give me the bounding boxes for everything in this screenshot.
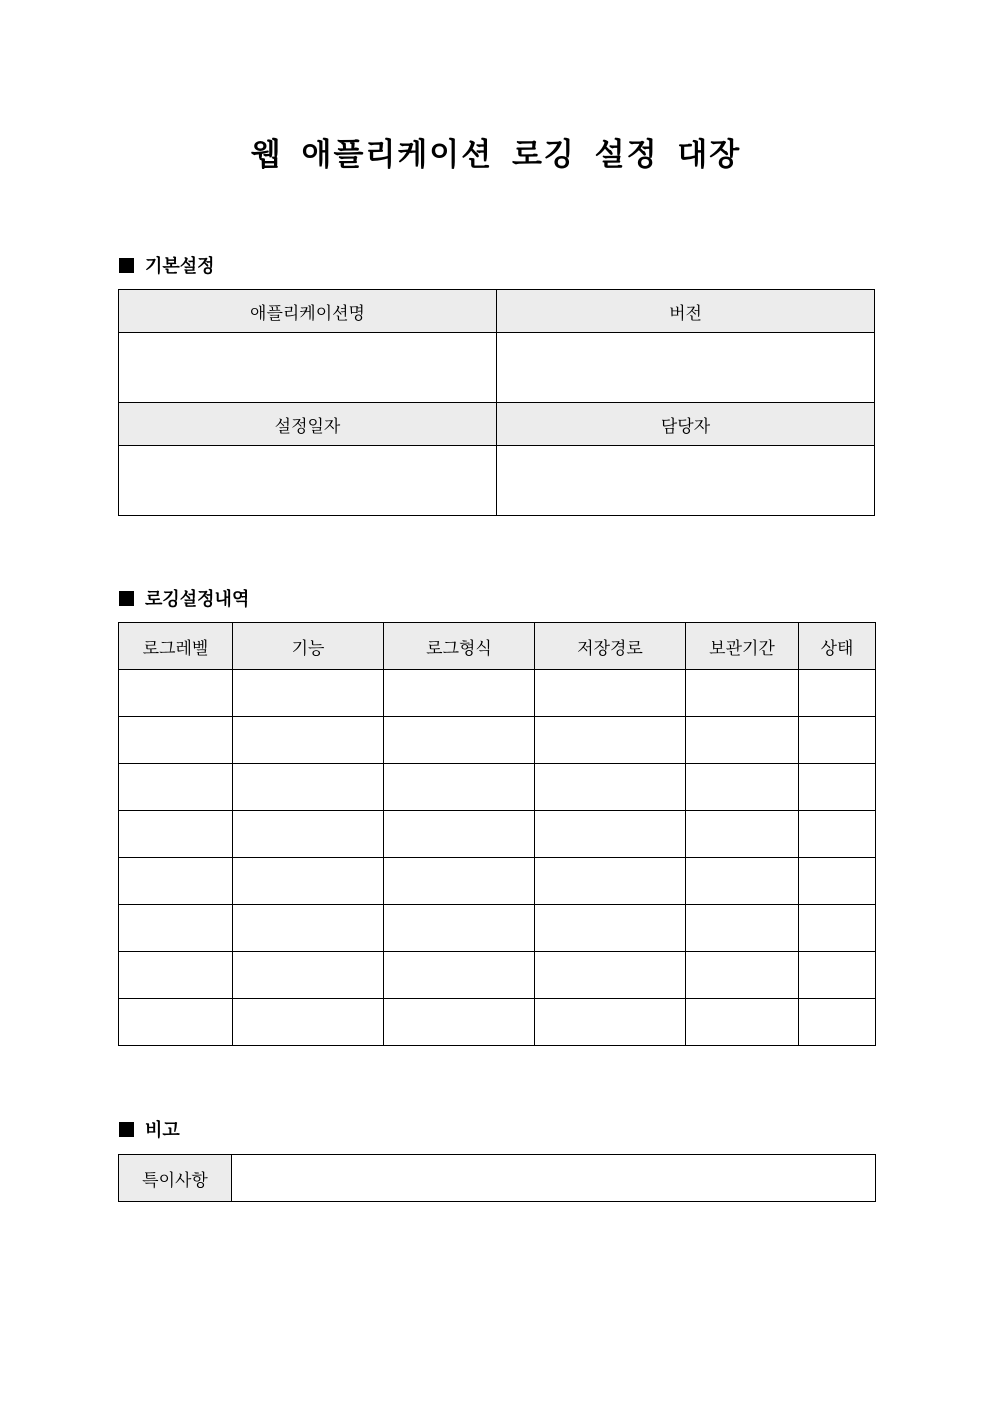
section-heading-label: 기본설정 <box>145 256 215 277</box>
function-cell[interactable] <box>233 717 384 764</box>
basic-settings-table <box>118 289 875 516</box>
log-level-cell[interactable] <box>119 952 233 999</box>
section-heading-label: 비고 <box>145 1120 180 1141</box>
storage-path-cell[interactable] <box>535 811 686 858</box>
application-name-field[interactable] <box>119 333 497 403</box>
version-label: 버전 <box>497 290 875 333</box>
log-format-cell[interactable] <box>384 670 535 717</box>
setting-date-field[interactable] <box>119 446 497 516</box>
table-header-row <box>119 623 876 670</box>
status-cell[interactable] <box>799 905 876 952</box>
column-header-retention-period: 보관기간 <box>686 623 799 670</box>
table-row <box>119 764 876 811</box>
log-level-cell[interactable] <box>119 858 233 905</box>
storage-path-cell[interactable] <box>535 717 686 764</box>
storage-path-cell[interactable] <box>535 999 686 1046</box>
square-bullet-icon <box>119 1122 134 1137</box>
storage-path-cell[interactable] <box>535 764 686 811</box>
manager-field[interactable] <box>497 446 875 516</box>
status-cell[interactable] <box>799 952 876 999</box>
log-level-cell[interactable] <box>119 905 233 952</box>
column-header-status: 상태 <box>799 623 876 670</box>
function-cell[interactable] <box>233 858 384 905</box>
section-heading-label: 로깅설정내역 <box>145 589 250 610</box>
column-header-log-format: 로그형식 <box>384 623 535 670</box>
table-row <box>119 290 875 333</box>
table-row <box>119 717 876 764</box>
function-cell[interactable] <box>233 670 384 717</box>
log-format-cell[interactable] <box>384 858 535 905</box>
column-header-storage-path: 저장경로 <box>535 623 686 670</box>
special-notes-label: 특이사항 <box>119 1155 232 1202</box>
column-header-log-level: 로그레벨 <box>119 623 233 670</box>
log-level-cell[interactable] <box>119 999 233 1046</box>
table-row <box>119 670 876 717</box>
log-format-cell[interactable] <box>384 999 535 1046</box>
log-format-cell[interactable] <box>384 811 535 858</box>
table-row <box>119 858 876 905</box>
table-row <box>119 999 876 1046</box>
status-cell[interactable] <box>799 670 876 717</box>
storage-path-cell[interactable] <box>535 858 686 905</box>
remarks-table <box>118 1154 876 1202</box>
function-cell[interactable] <box>233 905 384 952</box>
log-format-cell[interactable] <box>384 905 535 952</box>
storage-path-cell[interactable] <box>535 905 686 952</box>
retention-period-cell[interactable] <box>686 905 799 952</box>
table-row <box>119 811 876 858</box>
table-row <box>119 905 876 952</box>
logging-table-body <box>119 670 876 1046</box>
manager-label: 담당자 <box>497 403 875 446</box>
table-row <box>119 403 875 446</box>
section-heading-logging <box>119 586 249 610</box>
log-level-cell[interactable] <box>119 811 233 858</box>
status-cell[interactable] <box>799 811 876 858</box>
log-level-cell[interactable] <box>119 764 233 811</box>
retention-period-cell[interactable] <box>686 999 799 1046</box>
log-format-cell[interactable] <box>384 952 535 999</box>
application-name-label: 애플리케이션명 <box>119 290 497 333</box>
table-row <box>119 952 876 999</box>
storage-path-cell[interactable] <box>535 670 686 717</box>
function-cell[interactable] <box>233 999 384 1046</box>
square-bullet-icon <box>119 258 134 273</box>
setting-date-label: 설정일자 <box>119 403 497 446</box>
function-cell[interactable] <box>233 811 384 858</box>
table-row <box>119 1155 876 1202</box>
status-cell[interactable] <box>799 764 876 811</box>
retention-period-cell[interactable] <box>686 670 799 717</box>
log-format-cell[interactable] <box>384 764 535 811</box>
retention-period-cell[interactable] <box>686 858 799 905</box>
document-title: 웹 애플리케이션 로깅 설정 대장 <box>250 137 742 173</box>
function-cell[interactable] <box>233 764 384 811</box>
column-header-function: 기능 <box>233 623 384 670</box>
table-row <box>119 446 875 516</box>
log-level-cell[interactable] <box>119 717 233 764</box>
version-field[interactable] <box>497 333 875 403</box>
section-heading-basic <box>119 253 215 277</box>
retention-period-cell[interactable] <box>686 764 799 811</box>
table-row <box>119 333 875 403</box>
retention-period-cell[interactable] <box>686 717 799 764</box>
log-level-cell[interactable] <box>119 670 233 717</box>
status-cell[interactable] <box>799 858 876 905</box>
section-heading-remarks <box>119 1117 180 1141</box>
retention-period-cell[interactable] <box>686 952 799 999</box>
function-cell[interactable] <box>233 952 384 999</box>
square-bullet-icon <box>119 591 134 606</box>
status-cell[interactable] <box>799 999 876 1046</box>
log-format-cell[interactable] <box>384 717 535 764</box>
status-cell[interactable] <box>799 717 876 764</box>
retention-period-cell[interactable] <box>686 811 799 858</box>
logging-settings-table <box>118 622 876 1046</box>
storage-path-cell[interactable] <box>535 952 686 999</box>
special-notes-field[interactable] <box>232 1155 876 1202</box>
